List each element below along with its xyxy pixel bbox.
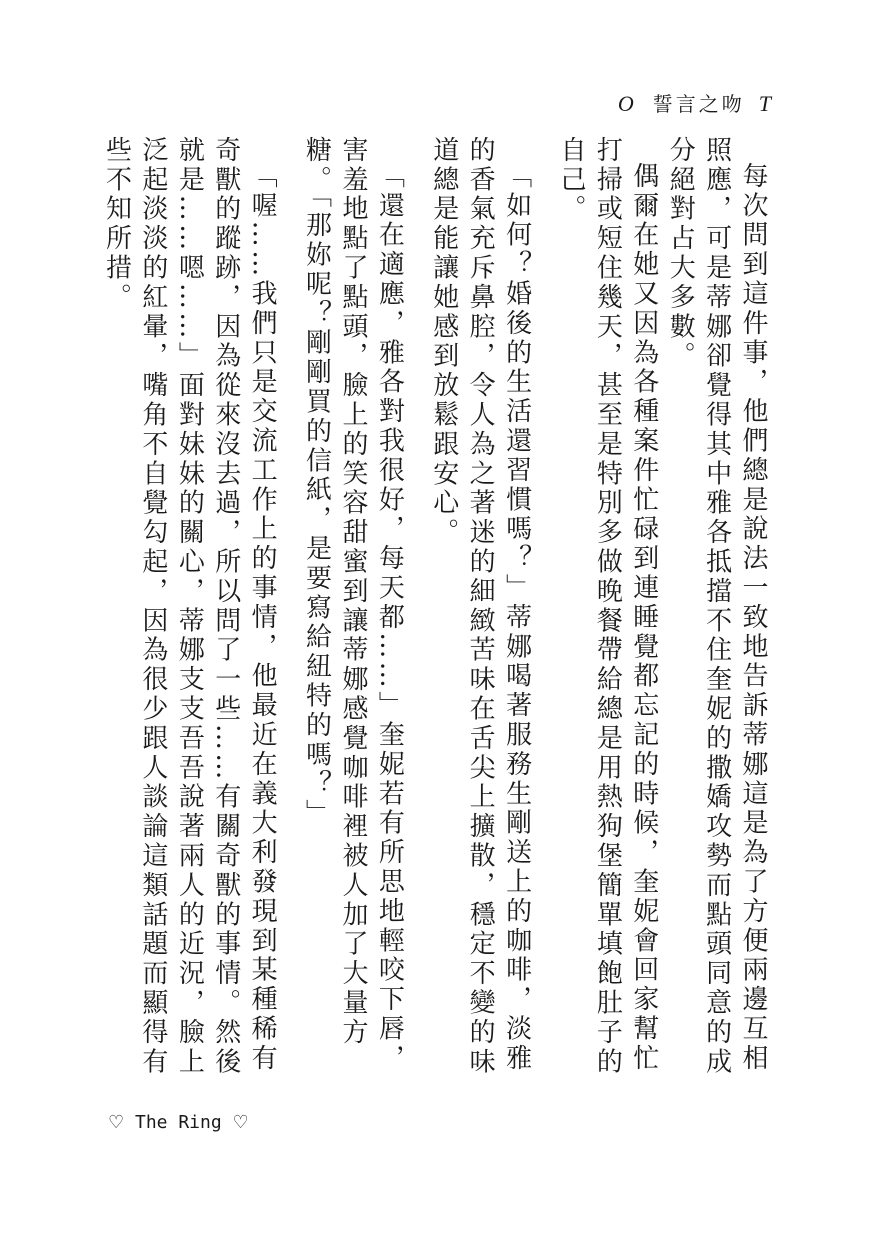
chapter-title: 誓言之吻 xyxy=(652,92,745,116)
paragraph-2: 偶爾在她又因為各種案件忙碌到連睡覺都忘記的時候，奎妮會回家幫忙打掃或短住幾天，甚至是特別多做晚餐帶給總是用熱狗堡簡單填飽肚子的自己。 xyxy=(555,136,659,1077)
paragraph-1: 每次問到這件事，他們總是說法一致地告訴蒂娜這是為了方便兩邊互相照應，可是蒂娜卻覺得其中雅各抵擋不住奎妮的撒嬌攻勢而點頭同意的成分絕對占大多數。 xyxy=(665,136,768,1077)
paragraph-5: 「喔……我們只是交流工作上的事情，他最近在義大利發現到某種稀有奇獸的蹤跡，因為從來沒去過，所以問了一些……有關奇獸的事情。然後就是……嗯……」面對妹妹的關心，蒂娜支支吾吾說著兩人的近況，臉上泛起淡淡的紅暈，嘴角不自覺勾起，因為很少跟人談論這類話題而顯得有些不知所措。 xyxy=(101,136,278,1077)
paragraph-4: 「還在適應，雅各對我很好，每天都……」奎妮若有所思地輕咬下唇，害羞地點了點頭，臉上的笑容甜蜜到讓蒂娜感覺咖啡裡被人加了大量方糖。「那妳呢？剛剛買的信紙，是要寫給紐特的嗎？」 xyxy=(301,136,405,1074)
page-footer xyxy=(108,1112,249,1133)
heart-icon-right: ♡ xyxy=(232,1112,249,1133)
heart-icon-left: ♡ xyxy=(108,1112,125,1133)
header-ornament-left: O xyxy=(617,91,637,116)
header-ornament-right: T xyxy=(758,91,774,116)
paragraph-3: 「如何？婚後的生活還習慣嗎？」蒂娜喝著服務生剛送上的咖啡，淡雅的香氣充斥鼻腔，令人為之著迷的細緻苦味在舌尖上擴散，穩定不變的味道總是能讓她感到放鬆跟安心。 xyxy=(428,136,532,1077)
book-title: The Ring xyxy=(134,1112,222,1133)
page-header xyxy=(618,88,774,117)
vertical-body-text xyxy=(101,136,771,1096)
